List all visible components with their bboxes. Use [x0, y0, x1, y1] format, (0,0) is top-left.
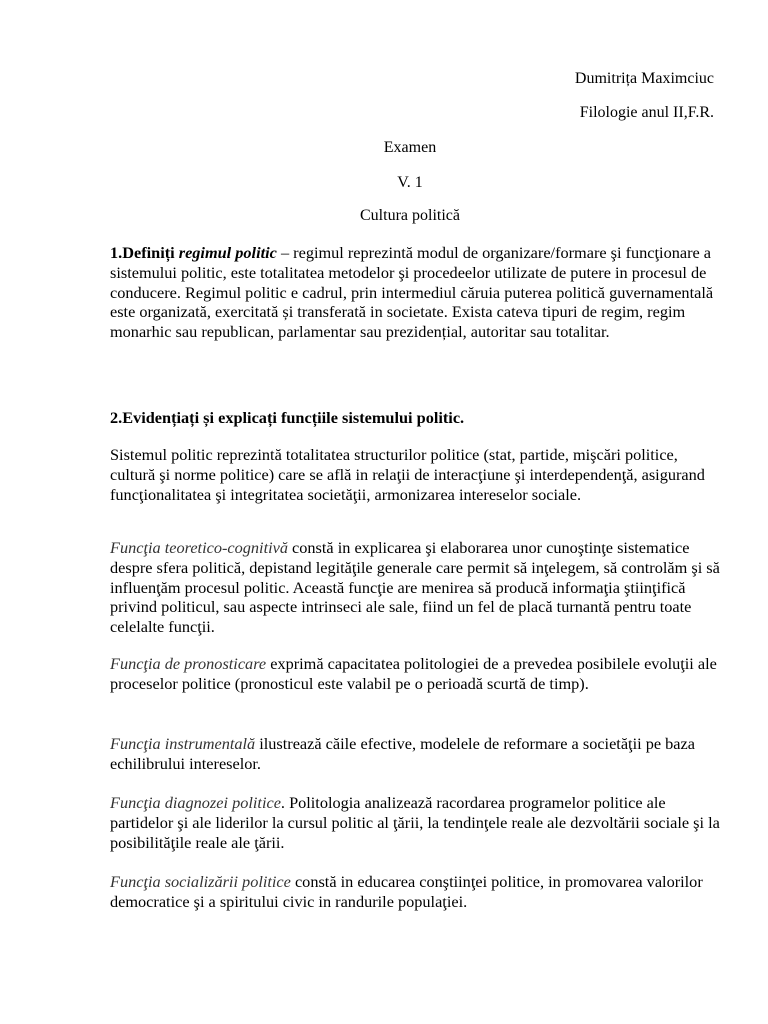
function-name: Funcţia teoretico-cognitivă — [110, 538, 288, 557]
function-name: Funcţia diagnozei politice — [110, 793, 281, 812]
question-2-title: 2.Evidențiați și explicați funcțiile sistemului politic. — [110, 408, 465, 427]
question-1-number: 1.Definiți — [110, 243, 179, 262]
function-text: . Politologia analizează racordarea programelor politice ale partidelor şi ale liderilor la cursul politic al ţării, la tendinţele reale ale dezvoltării sociale şi la posibilităţile reale ale ţării. — [110, 793, 720, 852]
author-name: Dumitrița Maximciuc — [574, 70, 714, 87]
function-text: constă in educarea conştiinţei politice, in promovarea valorilor democratice şi a spiritului civic in randurile populaţiei. — [110, 872, 703, 911]
function-name: Funcţia de pronosticare — [110, 654, 267, 673]
question-1 — [110, 243, 720, 342]
function-paragraph — [110, 872, 720, 912]
function-name: Funcţia instrumentală — [110, 734, 256, 753]
function-text: constă in explicarea şi elaborarea unor cunoştinţe sistematice despre sfera politică, depistand legităţile generale care permit să inţelegem, să controlăm şi să influenţăm procesul politic. Această funcţie are menirea să producă informaţia ştiinţifică privind politicul, sau aspecte intrinseci ale sale, fiind un fel de placă turnantă pentru toate celelalte funcţii. — [110, 538, 720, 637]
exam-title: Examen — [383, 139, 437, 156]
question-1-answer: – regimul reprezintă modul de organizare/formare şi funcţionare a sistemului politic, este totalitatea metodelor şi procedeelor utilizate de putere in procesul de conducere. Regimul politic e cadrul, prin intermediul căruia puterea politică guvernamentală este organizată, exercitată și transferată in societate. Exista cateva tipuri de regim, regim monarhic sau republican, parlamentar sau prezidențial, autoritar sau totalitar. — [110, 243, 714, 342]
question-2-intro: Sistemul politic reprezintă totalitatea structurilor politice (stat, partide, mişcări politice, cultură şi norme politice) care se află in relaţii de interacţiune şi interdependenţă, asigurand funcţionalitatea şi integritatea societăţii, armonizarea intereselor sociale. — [110, 445, 705, 504]
subject-title: Cultura politică — [360, 207, 460, 224]
function-paragraph — [110, 734, 720, 774]
function-text: ilustrează căile efective, modelele de reformare a societăţii pe baza echilibrului intereselor. — [110, 734, 695, 773]
function-text: exprimă capacitatea politologiei de a prevedea posibilele evoluţii ale proceselor politice (pronosticul este valabil pe o perioadă scurtă de timp). — [110, 654, 717, 693]
variant-label: V. 1 — [397, 174, 423, 191]
function-paragraph — [110, 654, 720, 694]
function-paragraph — [110, 538, 720, 637]
question-1-term: regimul politic — [178, 243, 277, 262]
function-paragraph — [110, 793, 720, 852]
function-name: Funcţia socializării politice — [110, 872, 291, 891]
faculty-line: Filologie anul II,F.R. — [579, 104, 714, 121]
